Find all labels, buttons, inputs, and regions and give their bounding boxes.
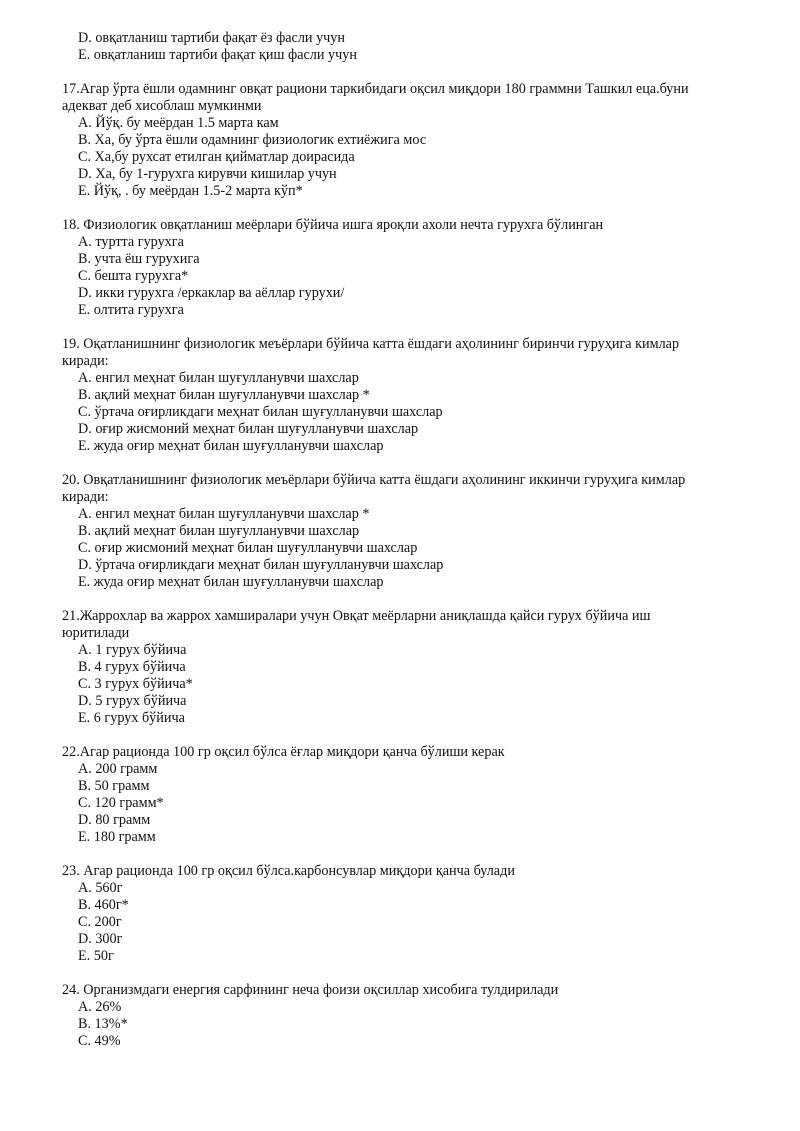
option-d: D. оғир жисмоний меҳнат билан шуғулланувчи шахслар — [78, 421, 419, 437]
option-d: D. Ха, бу 1-гурухга кирувчи кишилар учун — [78, 166, 337, 182]
option-e: E. жуда оғир меҳнат билан шуғулланувчи шахслар — [78, 438, 384, 454]
option-c: C. бешта гурухга* — [78, 268, 189, 284]
option-a: A. 200 грамм — [78, 761, 158, 777]
question-19-cont: киради: — [62, 353, 109, 369]
option-a: A. 1 гурух бўйича — [78, 642, 187, 658]
option-c: C. 200г — [78, 914, 122, 930]
option-a: A. 560г — [78, 880, 123, 896]
question-21-cont: юритилади — [62, 625, 130, 641]
option-b: B. 460г* — [78, 897, 129, 913]
option-a: A. туртта гурухга — [78, 234, 184, 250]
option-d: D. 5 гурух бўйича — [78, 693, 187, 709]
question-17: 17.Агар ўрта ёшли одамнинг овқат рациони таркибидаги оқсил миқдори 180 граммни Ташкил еца.буни — [62, 81, 689, 97]
option-b: B. ақлий меҳнат билан шуғулланувчи шахслар — [78, 523, 360, 539]
option-b: B. 4 гурух бўйича — [78, 659, 186, 675]
option-b: B. 50 грамм — [78, 778, 150, 794]
question-21: 21.Жаррохлар ва жаррох хамширалари учун Овқат меёрларни аниқлашда қайси гурух бўйича иш — [62, 608, 651, 624]
question-23: 23. Агар рационда 100 гр оқсил бўлса.карбонсувлар миқдори қанча булади — [62, 863, 515, 879]
option-b: B. Ха, бу ўрта ёшли одамнинг физиологик ехтиёжига мос — [78, 132, 427, 148]
option-d: D. 300г — [78, 931, 123, 947]
option-d: D. ўртача оғирликдаги меҳнат билан шуғулланувчи шахслар — [78, 557, 444, 573]
option-c: C. Ха,бу рухсат етилган қийматлар доирасида — [78, 149, 355, 165]
question-24: 24. Организмдаги енергия сарфининг неча фоизи оқсиллар хисобига тулдирилади — [62, 982, 559, 998]
option-c: C. ўртача оғирликдаги меҳнат билан шуғулланувчи шахслар — [78, 404, 443, 420]
option-a: A. Йўқ. бу меёрдан 1.5 марта кам — [78, 115, 279, 131]
option-d: D. овқатланиш тартиби фақат ёз фасли учун — [78, 30, 345, 46]
question-20: 20. Овқатланишнинг физиологик меъёрлари бўйича катта ёшдаги аҳолининг иккинчи гуруҳига кимлар — [62, 472, 686, 488]
question-22: 22.Агар рационда 100 гр оқсил бўлса ёғлар миқдори қанча бўлиши керак — [62, 744, 505, 760]
option-e: E. жуда оғир меҳнат билан шуғулланувчи шахслар — [78, 574, 384, 590]
option-c: C. 120 грамм* — [78, 795, 164, 811]
option-b: B. учта ёш гурухига — [78, 251, 200, 267]
question-18: 18. Физиологик овқатланиш меёрлари бўйича ишга яроқли ахоли нечта гурухга бўлинган — [62, 217, 604, 233]
question-17-cont: адекват деб хисоблаш мумкинми — [62, 98, 262, 114]
option-c: C. 3 гурух бўйича* — [78, 676, 193, 692]
option-b: B. ақлий меҳнат билан шуғулланувчи шахслар * — [78, 387, 370, 403]
option-d: D. 80 грамм — [78, 812, 151, 828]
option-d: D. икки гурухга /еркаклар ва аёллар гурухи/ — [78, 285, 345, 301]
option-a: A. 26% — [78, 999, 122, 1015]
option-e: E. Йўқ, . бу меёрдан 1.5-2 марта кўп* — [78, 183, 303, 199]
option-e: E. 50г — [78, 948, 114, 964]
option-e: E. 180 грамм — [78, 829, 156, 845]
option-a: A. енгил меҳнат билан шуғулланувчи шахслар * — [78, 506, 370, 522]
option-a: A. енгил меҳнат билан шуғулланувчи шахслар — [78, 370, 359, 386]
option-e: E. олтита гурухга — [78, 302, 184, 318]
question-20-cont: киради: — [62, 489, 109, 505]
option-e: E. овқатланиш тартиби фақат қиш фасли учун — [78, 47, 357, 63]
option-c: C. 49% — [78, 1033, 121, 1049]
option-b: B. 13%* — [78, 1016, 128, 1032]
question-19: 19. Оқатланишнинг физиологик меъёрлари бўйича катта ёшдаги аҳолининг биринчи гуруҳига кимлар — [62, 336, 680, 352]
option-e: E. 6 гурух бўйича — [78, 710, 185, 726]
option-c: C. оғир жисмоний меҳнат билан шуғулланувчи шахслар — [78, 540, 418, 556]
